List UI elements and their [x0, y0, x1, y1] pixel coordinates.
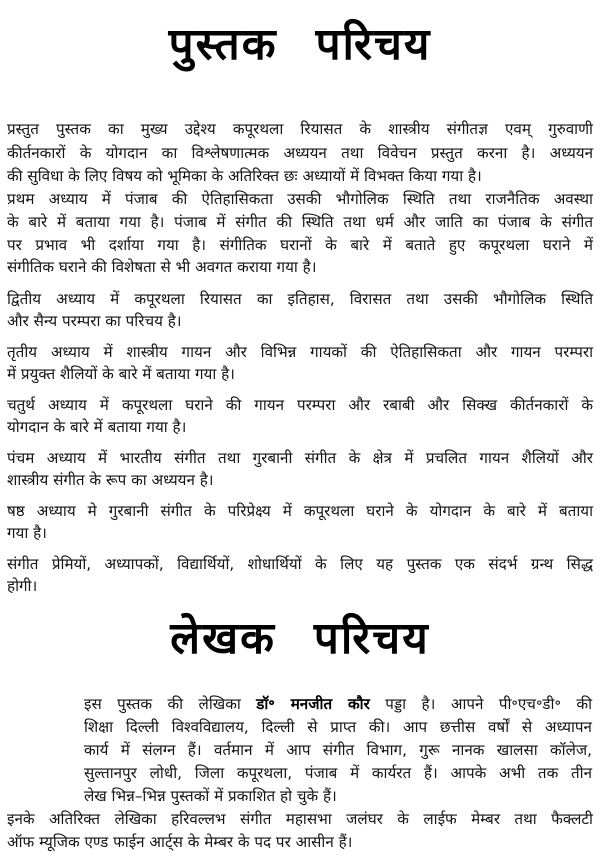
text-line: प्रथम अध्याय में पंजाब की ऐतिहासिकता उसकी भौगोलिक स्थिति तथा राजनैतिक अवस्था	[7, 190, 593, 208]
text-line: कार्य में संलग्न हैं। वर्तमान में आप संगीत विभाग, गुरू नानक खालसा कॉलेज,	[84, 741, 592, 759]
text-line: इनके अतिरिक्त लेखिका हरिवल्लभ संगीत महासभा जलंघर के लाईफ मेम्बर तथा फैक्लटी	[7, 810, 593, 828]
text-line: संगीत प्रेमियों, अध्यापकों, विद्यार्थियों, शोधार्थियों के लिए यह पुस्तक एक संदर्भ ग्रन्थ सिद्ध	[7, 555, 593, 573]
author-name: डॉ॰ मनजीत कौर	[256, 695, 370, 713]
text-line: गया है।	[7, 524, 47, 542]
text-line: होगी।	[7, 577, 38, 595]
text-line: पंचम अध्याय में भारतीय संगीत तथा गुरबानी संगीत के क्षेत्र में प्रचलित गायन शैलियों और	[7, 449, 593, 467]
text-line: द्वितीय अध्याय में कपूरथला रियासत का इतिहास, विरासत तथा उसकी भौगोलिक स्थिति	[7, 290, 593, 308]
text-line: लेख भिन्न–भिन्न पुस्तकों में प्रकाशित हो चुके हैं।	[84, 787, 337, 805]
text-line: शिक्षा दिल्ली विश्वविद्यालय, दिल्ली से प्राप्त की। आप छत्तीस वर्षों से अध्यापन	[84, 718, 592, 736]
text-line: प्रस्तुत पुस्तक का मुख्य उद्देश्य कपूरथला रियासत के शास्त्रीय संगीतज्ञ एवम् गुरुवाणी	[7, 120, 593, 138]
book-intro-heading	[0, 12, 600, 72]
text-line: की सुविधा के लिए विषय को भूमिका के अतिरिक्त छः अध्यायों में विभक्त किया गया है।	[7, 167, 482, 185]
text-line: सुल्तानपुर लोधी, जिला कपूरथला, पंजाब में कार्यरत हैं। आपके अभी तक तीन	[84, 764, 592, 782]
text-line	[84, 694, 592, 714]
text-line: चतुर्थ अध्याय में कपूरथला घराने की गायन परम्परा और रबाबी और सिक्ख कीर्तनकारों के	[7, 396, 593, 414]
heading-word: लेखक	[170, 613, 276, 664]
text-segment: पड्डा है। आपने पी॰एच॰डी॰ की	[369, 695, 593, 713]
text-line: पर प्रभाव भी दर्शाया गया है। संगीतिक घरानों के बारे में बताते हुए कपूरथला घराने में	[7, 236, 593, 254]
text-line: तृतीय अध्याय में शास्त्रीय गायन और विभिन्न गायकों की ऐतिहासिकता और गायन परम्परा	[7, 343, 593, 361]
heading-word: परिचय	[315, 19, 432, 70]
author-intro-heading	[0, 606, 600, 666]
text-line: में प्रयुक्त शैलियों के बारे में बताया गया है।	[7, 365, 235, 383]
text-line: के बारे में बताया गया है। पंजाब में संगीत की स्थिति तथा धर्म और जाति का पंजाब के संगीत	[7, 213, 593, 231]
text-line: और सैन्य परम्परा का परिचय है।	[7, 312, 182, 330]
text-line: कीर्तनकारों के योगदान का विश्लेषणात्मक अध्ययन तथा विवेचन प्रस्तुत करना है। अध्ययन	[7, 144, 593, 162]
heading-word: परिचय	[313, 613, 430, 664]
text-line: ऑफ म्यूजिक एण्ड फाईन आर्ट्स के मेम्बर के पद पर आसीन हैं।	[7, 833, 353, 851]
text-line: संगीतिक घराने की विशेषता से भी अवगत कराया गया है।	[7, 258, 317, 276]
text-line: योगदान के बारे में बताया गया है।	[7, 418, 187, 436]
text-line: षष्ठ अध्याय मे गुरबानी संगीत के परिप्रेक्ष्य में कपूरथला घराने के योगदान के बारे में बताया	[7, 502, 594, 520]
text-segment: इस पुस्तक की लेखिका	[84, 695, 257, 713]
text-line: शास्त्रीय संगीत के रूप का अध्ययन है।	[7, 471, 214, 489]
heading-word: पुस्तक	[168, 19, 278, 70]
